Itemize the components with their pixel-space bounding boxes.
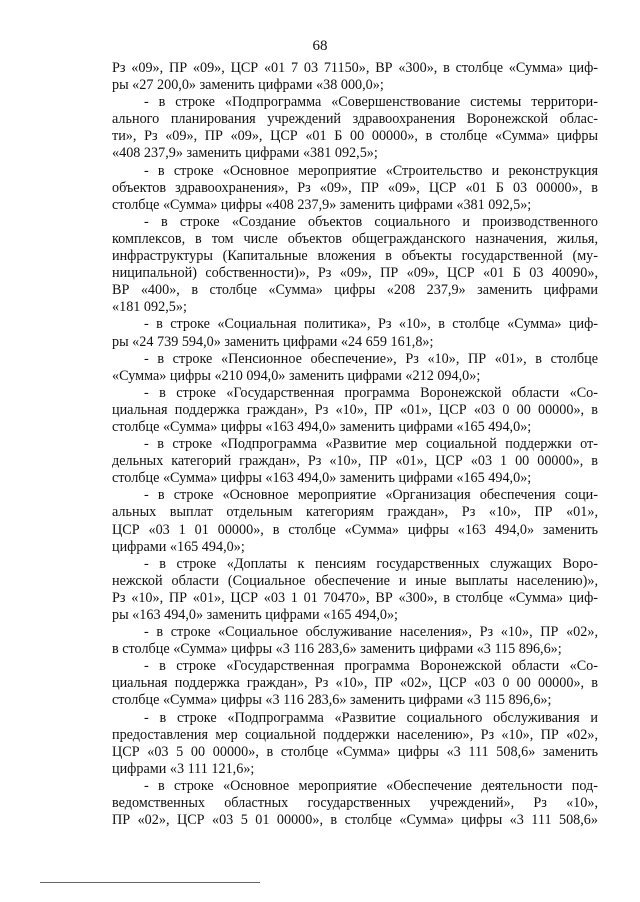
text-line: ниципальной) собственности)», Рз «09», ПР «09», ЦСР «01 Б 03 40090», bbox=[112, 265, 598, 282]
text-line: - в строке «Пенсионное обеспечение», Рз «10», ПР «01», в столбце bbox=[144, 350, 598, 367]
text-line: - в строке «Государственная программа Воронежской области «Со- bbox=[144, 658, 598, 675]
text-line: - в строке «Подпрограмма «Развитие мер социальной поддержки от- bbox=[144, 436, 598, 453]
text-line: ры «24 739 594,0» заменить цифрами «24 659 161,8»; bbox=[112, 333, 434, 350]
text-line: столбце «Сумма» цифры «408 237,9» заменить цифрами «381 092,5»; bbox=[112, 196, 532, 213]
text-line: - в строке «Основное мероприятие «Обеспечение деятельности под- bbox=[144, 777, 598, 794]
text-line: объектов здравоохранения», Рз «09», ПР «09», ЦСР «01 Б 03 00000», в bbox=[112, 179, 598, 196]
text-line: - в строке «Основное мероприятие «Организация обеспечения соци- bbox=[144, 487, 598, 504]
text-line: дельных категорий граждан», Рз «10», ПР «01», ЦСР «03 1 00 00000», в bbox=[112, 453, 598, 470]
text-line: ЦСР «03 5 00 00000», в столбце «Сумма» цифры «3 111 508,6» заменить bbox=[112, 743, 598, 760]
text-line: ального планирования учреждений здравоохранения Воронежской облас- bbox=[112, 111, 598, 128]
text-line: инфраструктуры (Капитальные вложения в объекты государственной (му- bbox=[112, 248, 598, 265]
text-line: «408 237,9» заменить цифрами «381 092,5»; bbox=[112, 145, 378, 162]
text-line: ры «27 200,0» заменить цифрами «38 000,0»; bbox=[112, 77, 384, 94]
text-line: нежской области (Социальное обеспечение и иные выплаты населению)», bbox=[112, 572, 598, 589]
text-line: альных выплат отдельным категориям граждан», Рз «10», ПР «01», bbox=[112, 504, 598, 521]
text-line: в столбце «Сумма» цифры «3 116 283,6» заменить цифрами «3 115 896,6»; bbox=[112, 641, 562, 658]
text-line: «Сумма» цифры «210 094,0» заменить цифрами «212 094,0»; bbox=[112, 367, 481, 384]
text-line: циальная поддержка граждан», Рз «10», ПР «01», ЦСР «03 0 00 00000», в bbox=[112, 401, 598, 418]
text-line: столбце «Сумма» цифры «163 494,0» заменить цифрами «165 494,0»; bbox=[112, 418, 532, 435]
text-line: циальная поддержка граждан», Рз «10», ПР «02», ЦСР «03 0 00 00000», в bbox=[112, 675, 598, 692]
text-line: - в строке «Социальное обслуживание населения», Рз «10», ПР «02», bbox=[144, 624, 598, 641]
text-line: столбце «Сумма» цифры «163 494,0» заменить цифрами «165 494,0»; bbox=[112, 470, 532, 487]
footer-rule bbox=[40, 882, 260, 883]
text-line: Рз «10», ПР «01», ЦСР «03 1 01 70470», ВР «300», в столбце «Сумма» циф- bbox=[112, 589, 598, 606]
text-line: - в строке «Подпрограмма «Совершенствование системы территори- bbox=[144, 94, 598, 111]
text-line: ВР «400», в столбце «Сумма» цифры «208 237,9» заменить цифрами bbox=[112, 282, 598, 299]
text-line: предоставления мер социальной поддержки населению», Рз «10», ПР «02», bbox=[112, 726, 598, 743]
text-line: ведомственных областных государственных учреждений», Рз «10», bbox=[112, 795, 598, 812]
text-line: столбце «Сумма» цифры «3 116 283,6» заменить цифрами «3 115 896,6»; bbox=[112, 692, 552, 709]
text-line: Рз «09», ПР «09», ЦСР «01 7 03 71150», ВР «300», в столбце «Сумма» циф- bbox=[112, 60, 598, 76]
text-line: комплексов, в том числе объектов общегражданского назначения, жилья, bbox=[112, 230, 598, 247]
text-line: ЦСР «03 1 01 00000», в столбце «Сумма» цифры «163 494,0» заменить bbox=[112, 521, 598, 538]
text-line: ти», Рз «09», ПР «09», ЦСР «01 Б 00 00000», в столбце «Сумма» цифры bbox=[112, 128, 598, 145]
text-line: - в строке «Подпрограмма «Развитие социального обслуживания и bbox=[144, 709, 598, 726]
text-line: - в строке «Создание объектов социального и производственного bbox=[144, 213, 598, 230]
text-line: «181 092,5»; bbox=[112, 299, 187, 316]
page-number: 68 bbox=[312, 38, 328, 54]
document-body bbox=[112, 60, 598, 829]
text-line: цифрами «3 111 121,6»; bbox=[112, 760, 255, 777]
text-line: - в строке «Основное мероприятие «Строительство и реконструкция bbox=[144, 162, 598, 179]
text-line: - в строке «Государственная программа Воронежской области «Со- bbox=[144, 384, 598, 401]
text-line: - в строке «Социальная политика», Рз «10», в столбце «Сумма» циф- bbox=[144, 316, 598, 333]
text-line: ПР «02», ЦСР «03 5 01 00000», в столбце «Сумма» цифры «3 111 508,6» bbox=[112, 812, 598, 829]
text-line: - в строке «Доплаты к пенсиям государственных служащих Воро- bbox=[144, 555, 598, 572]
text-line: цифрами «165 494,0»; bbox=[112, 538, 245, 555]
text-line: ры «163 494,0» заменить цифрами «165 494,0»; bbox=[112, 607, 399, 623]
